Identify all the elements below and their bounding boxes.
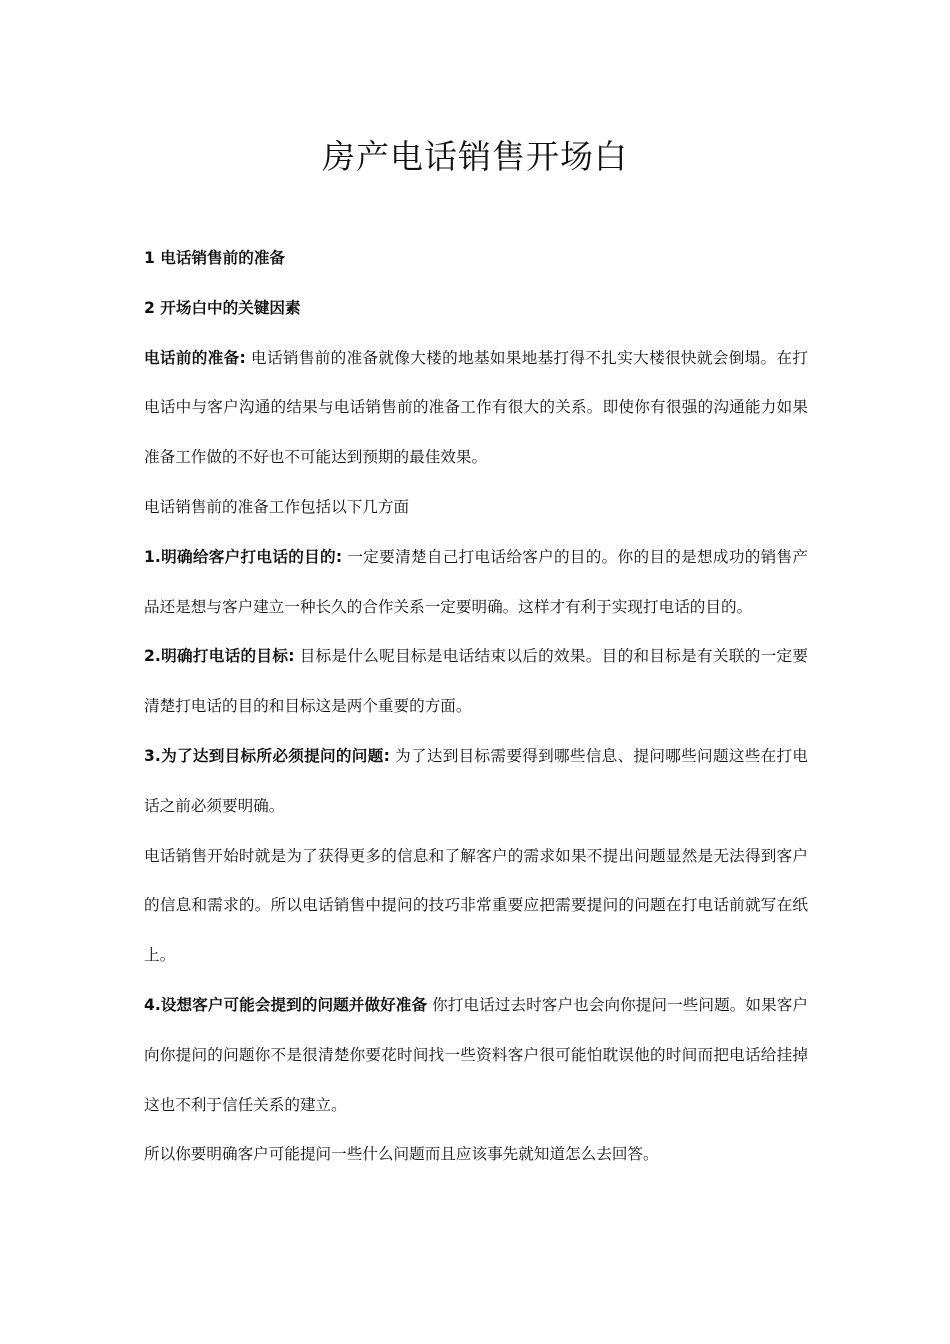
paragraph-lead: 3.为了达到目标所必须提问的问题: [144,746,390,765]
paragraph-preparation-list-intro [144,483,808,533]
paragraph-lead: 1.明确给客户打电话的目的: [144,547,343,566]
paragraph-preparation [144,334,808,483]
paragraph-text: 所以你要明确客户可能提问一些什么问题而且应该事先就知道怎么去回答。 [144,1145,659,1164]
paragraph-text: 为了达到目标需要得到哪些信息、提问哪些问题这些在打电话之前必须要明确。 [144,746,808,815]
section-heading-2: 2 开场白中的关键因素 [144,298,301,317]
paragraph-text: 电话销售前的准备就像大楼的地基如果地基打得不扎实大楼很快就会倒塌。在打电话中与客户沟通的结果与电话销售前的准备工作有很大的关系。即使你有很强的沟通能力如果准备工作做的不好也不可能达到预期的最佳效果。 [144,348,808,467]
paragraph-text: 电话销售开始时就是为了获得更多的信息和了解客户的需求如果不提出问题显然是无法得到客户的信息和需求的。所以电话销售中提问的技巧非常重要应把需要提问的问题在打电话前就写在纸上。 [144,846,808,965]
document-title: 房产电话销售开场白 [322,137,628,176]
paragraph-text: 电话销售前的准备工作包括以下几方面 [144,497,410,516]
paragraph-text: 一定要清楚自己打电话给客户的目的。你的目的是想成功的销售产品还是想与客户建立一种长久的合作关系一定要明确。这样才有利于实现打电话的目的。 [144,547,808,616]
section-heading-1: 1 电话销售前的准备 [144,249,286,267]
paragraph-lead: 2.明确打电话的目标: [144,647,295,666]
paragraph-text: 目标是什么呢目标是电话结束以后的效果。目的和目标是有关联的一定要清楚打电话的目的和目标这是两个重要的方面。 [144,647,808,716]
paragraph-text: 你打电话过去时客户也会向你提问一些问题。如果客户向你提问的问题你不是很清楚你要花时间找一些资料客户很可能怕耽误他的时间而把电话给挂掉这也不利于信任关系的建立。 [144,995,808,1114]
paragraph-lead: 电话前的准备: [144,348,246,367]
paragraph-point-3 [144,732,808,832]
paragraph-point-2 [144,632,808,732]
paragraph-point-4 [144,981,808,1130]
paragraph-lead: 4.设想客户可能会提到的问题并做好准备 [144,995,428,1014]
paragraph-questions-importance [144,832,808,981]
paragraph-point-1 [144,533,808,633]
paragraph-conclusion [144,1130,808,1180]
document-body [144,234,808,1180]
